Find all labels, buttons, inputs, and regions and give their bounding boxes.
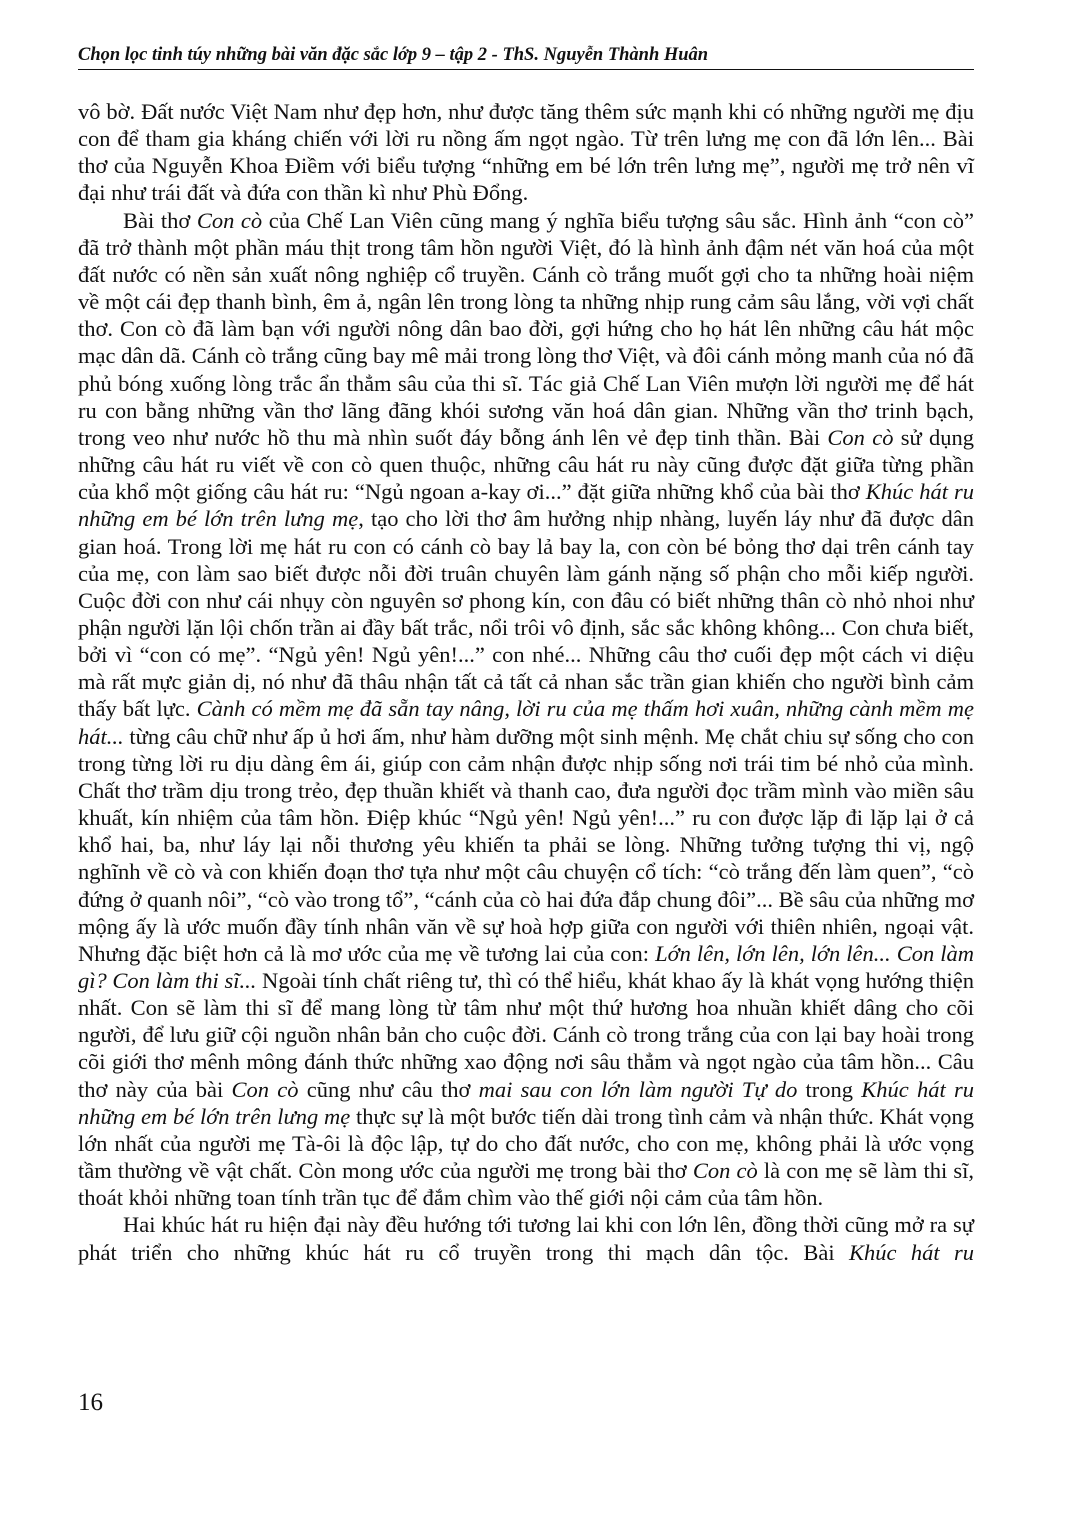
text-run: trong [797,1076,862,1102]
italic-quote: Lớn lên, lớn lên, lớn lên... Con làm gì? Con làm thi sĩ... [78,940,974,993]
paragraph-continuation [78,98,974,207]
text-run: thực sự là một bước tiến dài trong tình cảm và nhận thức. Khát vọng lớn nhất của người mẹ Tà-ôi là độc lập, tự do cho đất nước, cho con mẹ, không phải là ước vọng tầm thường về vật chất. Còn mong ước của người mẹ trong bài thơ [78,1103,974,1184]
italic-title: Con cò [196,207,263,233]
text-run: của Chế Lan Viên cũng mang ý nghĩa biểu tượng sâu sắc. Hình ảnh “con cò” đã trở thành một phần máu thịt trong tâm hồn người Việt, đó là hình ảnh đậm nét văn hoá của một đất nước có nền sản xuất nông nghiệp cổ truyền. Cánh cò trắng muốt gợi cho ta những hoài niệm về một cái đẹp thanh bình, êm ả, ngân lên trong lòng ta những nhịp rung cảm sâu lắng, vời vợi chất thơ. Con cò đã làm bạn với người nông dân bao đời, gợi hứng cho họ hát lên những câu hát mộc mạc dân dã. Cánh cò trắng cũng bay mê mải trong lòng thơ Việt, và đôi cánh mỏng manh của nó đã phủ bóng xuống lòng trắc ẩn thẳm sâu của thi sĩ. Tác giả Chế Lan Viên mượn lời người mẹ để hát ru con bằng những vần thơ lãng đãng khói sương văn hoá dân gian. Những vần thơ trinh bạch, trong veo như nước hồ thu mà nhìn suốt đáy bỗng ánh lên vẻ đẹp tinh thần. Bài [78,207,974,450]
text-run: là con mẹ sẽ làm thi sĩ, thoát khỏi những toan tính trần tục để đắm chìm vào thế giới nội cảm của tâm hồn. [78,1158,974,1211]
running-header: Chọn lọc tinh túy những bài văn đặc sắc lớp 9 – tập 2 - ThS. Nguyễn Thành Huân [78,45,709,65]
text-run: , tạo cho lời thơ âm hưởng nhịp nhàng, luyến láy như đã được dân gian hoá. Trong lời mẹ hát ru con có cánh cò bay lả bay la, con còn bé bỏng thơ dại trên cánh tay của mẹ, con làm sao biết được nỗi đời truân chuyên làm gánh nặng số phận cho mỗi kiếp người. Cuộc đời con như cái nhụy còn nguyên sơ phong kín, con đâu có biết những thân cò nhỏ nhoi như phận người lặn lội chốn trần ai đầy bất trắc, nổi trôi vô định, sắc sắc không không... Con chưa biết, bởi vì “con có mẹ”. “Ngủ yên! Ngủ yên!...” con nhé... Những câu thơ cuối đẹp một cách vi diệu mà rất mực giản dị, nó như đã thâu nhận tất cả tất cả nhan sắc trần gian khiến cho người bình cảm thấy bất lực. [78,506,974,722]
italic-title: Khúc hát ru những em bé lớn trên lưng mẹ [78,1076,974,1129]
text-run: sử dụng những câu hát ru viết về con cò quen thuộc, những câu hát ru này cũng được đặt giữa từng phần của khổ một giống câu hát ru: “Ngủ ngoan a-kay ơi...” đặt giữa những khổ của bài thơ [78,424,974,505]
italic-quote: mai sau con lớn làm người Tự do [478,1076,798,1102]
paragraph-con-co [78,207,974,1212]
text-run: từng câu chữ như ấp ủ hơi ấm, như hàm dưỡng một sinh mệnh. Mẹ chắt chiu sự sống cho con trong từng lời ru dịu dàng êm ái, giúp con cảm nhận được nhịp sống nơi trái tim bé nhỏ của mình. Chất thơ trầm dịu trong trẻo, đẹp thuần khiết và thanh cao, đưa người đọc trầm mình vào miền sâu khuất, kín nhiệm của tâm hồn. Điệp khúc “Ngủ yên! Ngủ yên!...” ru con được lặp đi lặp lại ở cả khổ hai, ba, như láy lại nỗi thương yêu khiến ta phải se lòng. Những tưởng tượng thi vị, ngộ nghĩnh về cò và con khiến đoạn thơ tựa như một câu chuyện cổ tích: “cò trắng đến làm quen”, “cò đứng ở quanh nôi”, “cò vào trong tổ”, “cánh của cò hai đứa đắp chung đôi”... Bề sâu của những mơ mộng ấy là ước muốn đầy tính nhân văn về sự hoà hợp giữa con người với thiên nhiên, ngoại vật. Nhưng đặc biệt hơn cả là mơ ước của mẹ về tương lai của con: [78,723,974,966]
text-run: vô bờ. Đất nước Việt Nam như đẹp hơn, như được tăng thêm sức mạnh khi có những người mẹ địu con để tham gia kháng chiến với lời ru nồng ấm ngọt ngào. Từ trên lưng mẹ con đã lớn lên... Bài thơ của Nguyễn Khoa Điềm với biểu tượng “những em bé lớn trên lưng mẹ”, người mẹ trở nên vĩ đại như trái đất và đứa con thần kì như Phù Đổng. [78,99,974,206]
page-number: 16 [78,1389,103,1416]
text-run: Ngoài tính chất riêng tư, thì có thể hiểu, khát khao ấy là khát vọng hướng thiện nhất. Con sẽ làm thi sĩ để mang lòng từ tâm như một thứ hương hoa nhuần khiết dâng cho cõi người, để lưu giữ cội nguồn nhân bản cho cuộc đời. Cánh cò trong trắng của con lại bay hoài trong cõi giới thơ mênh mông đánh thức những xao động nơi sâu thẳm và ngọt ngào của tâm hồn... Câu thơ này của bài [78,968,974,1102]
body-text [78,98,974,1266]
text-run: cũng như câu thơ [298,1076,479,1102]
italic-quote: Cành có mềm mẹ đã sẵn tay nâng, lời ru của mẹ thấm hơi xuân, những cành mềm mẹ hát... [78,696,974,749]
header-rule [78,69,974,70]
text-run: Bài thơ [123,207,197,233]
italic-title: Con cò [231,1076,299,1102]
text-run: Hai khúc hát ru hiện đại này đều hướng tới tương lai khi con lớn lên, đồng thời cũng mở ra sự phát triển cho những khúc hát ru cổ truyền trong thi mạch dân tộc. Bài [78,1212,974,1265]
paragraph-two-lullabies [78,1211,974,1265]
italic-title: Con cò [692,1158,758,1184]
italic-title: Khúc hát ru [848,1239,974,1265]
italic-title: Khúc hát ru những em bé lớn trên lưng mẹ [78,479,974,532]
italic-title: Con cò [827,424,894,450]
